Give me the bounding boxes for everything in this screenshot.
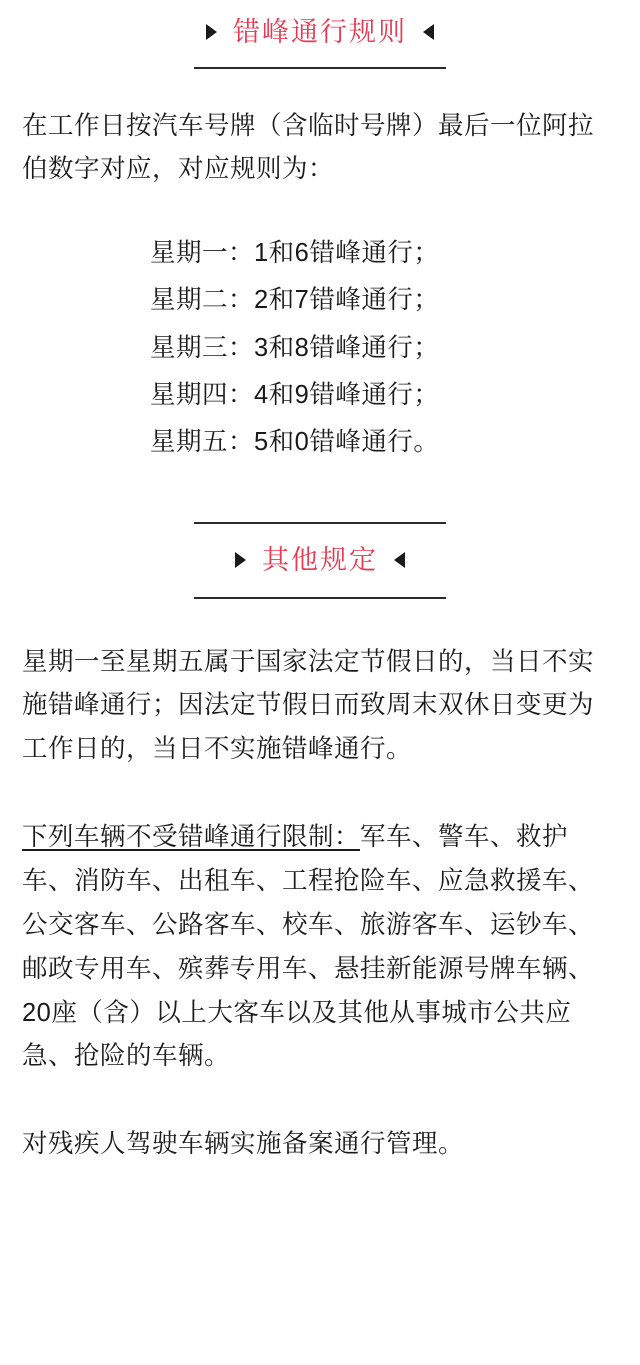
section-title: 错峰通行规则 [233, 17, 407, 47]
holiday-paragraph: 星期一至星期五属于国家法定节假日的，当日不实施错峰通行；因法定节假日而致周末双休日变更为工作日的，当日不实施错峰通行。 [22, 647, 595, 764]
list-item: 星期二：2和7错峰通行； [150, 286, 440, 315]
heading-row [235, 540, 405, 581]
heading-row [206, 12, 434, 53]
exempt-vehicles-paragraph [22, 816, 618, 1079]
document-page [0, 12, 640, 1365]
heading-divider-top [194, 522, 446, 524]
triangle-left-icon [423, 24, 434, 40]
intro-paragraph: 在工作日按汽车号牌（含临时号牌）最后一位阿拉伯数字对应，对应规则为： [22, 111, 595, 184]
heading-divider [194, 67, 446, 69]
list-item: 星期四：4和9错峰通行； [150, 380, 440, 409]
triangle-right-icon [235, 552, 246, 568]
weekday-rules-list [22, 230, 618, 466]
disabled-drivers-paragraph: 对残疾人驾驶车辆实施备案通行管理。 [22, 1130, 465, 1159]
list-item: 星期五：5和0错峰通行。 [150, 427, 440, 456]
exempt-body-text: 军车、警车、救护车、消防车、出租车、工程抢险车、应急救援车、公交客车、公路客车、校车、旅游客车、运钞车、邮政专用车、殡葬专用车、悬挂新能源号牌车辆、20座（含）以上大客车以及其他从事城市公共应急、抢险的车辆。 [22, 823, 595, 1071]
heading-divider-bottom [194, 597, 446, 599]
triangle-left-icon [394, 552, 405, 568]
exempt-lead-text: 下列车辆不受错峰通行限制： [22, 823, 361, 852]
section-title: 其他规定 [262, 545, 378, 576]
section-heading-stagger-rules [22, 12, 618, 69]
list-item: 星期三：3和8错峰通行； [150, 333, 440, 362]
triangle-right-icon [206, 24, 217, 40]
list-item: 星期一：1和6错峰通行； [150, 239, 440, 268]
section-heading-other-rules [22, 522, 618, 599]
